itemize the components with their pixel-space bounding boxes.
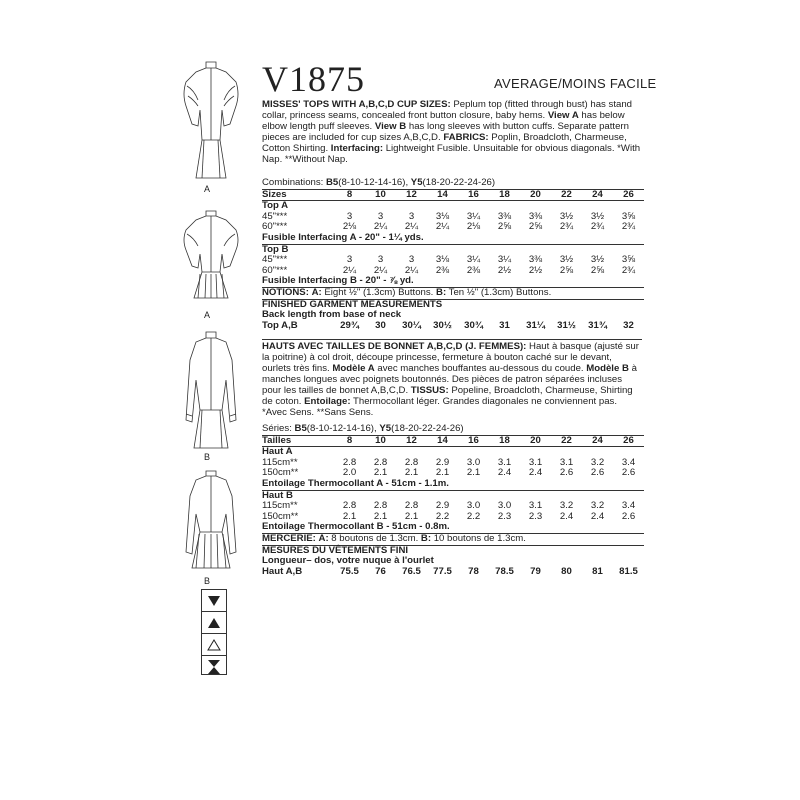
series-b5: B5 [294,423,307,434]
combination-b5-sizes: (8-10-12-14-16), [338,177,409,188]
metrage-cell: 2.8 [404,456,419,468]
hourglass-icon [202,656,226,677]
fabrics-label: FABRICS: [443,132,489,143]
view-b-front-drawing [182,330,240,450]
fabric-width-label: 115cm** [262,500,298,512]
yardage-cell: 3½ [590,210,605,222]
yardage-cell: 3⅛ [435,210,450,222]
measurement-cell: 81 [592,565,603,577]
size-header: 26 [623,434,634,446]
series-b5-sizes: (8-10-12-14-16), [306,423,377,434]
metrage-cell: 2.4 [559,510,574,522]
interfacing-text: Lightweight Fusible. Unsuitable for obvious diagonals. *With Nap. **Without Nap. [262,143,641,165]
size-header: 24 [592,434,603,446]
yardage-cell: 2¾ [621,221,636,233]
measurement-cell: 29¾ [340,319,359,331]
measurement-cell: 81.5 [619,565,638,577]
measurement-cell: 30 [375,319,386,331]
combination-y5-sizes: (18-20-22-24-26) [422,177,496,188]
size-header: 16 [468,188,479,200]
view-a-back-drawing [182,210,240,300]
metrage-cell: 2.6 [621,467,636,479]
size-header: 26 [623,188,634,200]
fabric-width-label: 150cm** [262,510,299,522]
fabric-width-label: 150cm** [262,467,299,479]
yardage-cell: 2¼ [342,264,357,276]
up-triangle-icon [202,612,226,634]
fabrics-text: Poplin, Broadcloth, Charmeuse, Cotton Shirting. [262,132,627,154]
series-y5: Y5 [379,423,392,434]
size-header: 14 [437,434,448,446]
size-header: 24 [592,188,603,200]
sizes-header-label: Sizes [262,188,287,200]
measurement-cell: 79 [530,565,541,577]
yardage-cell: 2⅝ [497,221,512,233]
notions-b-text: Ten ½" (1.3cm) Buttons. [446,286,552,298]
metrage-cell: 2.1 [435,467,450,479]
yardage-cell: 2¼ [373,264,388,276]
yardage-cell: 2⅝ [590,264,605,276]
entoilage-label: Entoilage: [304,396,351,407]
yardage-cell: 3⅝ [621,210,636,222]
metrage-cell: 3.1 [559,456,574,468]
model-a-label: Modèle A [332,363,375,374]
yardage-cell: 3¼ [466,210,481,222]
metrage-cell: 2.6 [590,467,605,479]
metrage-cell: 2.0 [342,467,357,479]
yardage-cell: 3 [346,254,353,266]
fabric-width-label: 45"*** [262,210,288,222]
description-fr [262,339,642,418]
metrage-cell: 3.0 [497,500,512,512]
metrage-cell: 2.3 [497,510,512,522]
measurement-cell: 76.5 [402,565,421,577]
down-triangle-icon [202,590,226,612]
table-row [262,458,644,469]
measurement-cell: 30¼ [402,319,421,331]
yardage-cell: 3 [346,210,353,222]
yardage-cell: 2¼ [404,221,419,233]
notions-label: NOTIONS: [262,286,309,298]
yardage-cell: 2⅝ [528,221,543,233]
entoilage-b: Entoilage Thermocollant B - 51cm - 0.8m. [262,521,450,533]
size-header: 22 [561,188,572,200]
yardage-cell: 3 [408,254,415,266]
metrage-cell: 3.1 [528,500,543,512]
measurement-cell: 31 [499,319,510,331]
description-text: has long sleeves with button cuffs. Separate pattern pieces are included for cup sizes A,B,C,D. [262,121,629,143]
mercerie-line [262,533,644,545]
fabric-width-label: 60"*** [262,221,288,233]
measurement-cell: 30½ [433,319,452,331]
measurement-cell: 80 [561,565,572,577]
view-b-label: View B [374,121,407,132]
size-header: 10 [375,434,386,446]
metrage-cell: 2.6 [559,467,574,479]
mercerie-b-text: 10 boutons de 1.3cm. [431,532,526,544]
mercerie-a-text: 8 boutons de 1.3cm. [328,532,421,544]
yardage-cell: 3 [377,210,384,222]
metrage-cell: 2.1 [404,467,419,479]
measurement-cell: 77.5 [433,565,452,577]
yardage-table-en [262,178,644,331]
size-header: 18 [499,434,510,446]
metrage-cell: 3.2 [590,456,605,468]
metrage-cell: 3.0 [466,500,481,512]
description-text: Haut à basque (ajusté sur la poitrine) à col droit, découpe princesse, fermeture à bouton caché sur le devant, ourlets très fins. [262,341,639,374]
yardage-cell: 3⅛ [435,254,450,266]
description-text: à manches longues avec poignets boutonnés. Des pièces de patron séparées incluses pour les tailles de bonnet A,B,C,D. [262,363,637,396]
yardage-cell: 2⅝ [559,264,574,276]
metrage-cell: 2.9 [435,456,450,468]
series-line [262,424,644,435]
description-text: Peplum top (fitted through bust) has stand collar, princess seams, concealed front button closure, baby hems. [262,99,632,121]
metrage-cell: 3.4 [621,500,636,512]
table-row [262,567,644,578]
yardage-cell: 3¼ [466,254,481,266]
measurement-cell: 32 [623,319,634,331]
yardage-cell: 2¾ [621,264,636,276]
finished-measurements-title: MESURES DU VÊTEMENTS FINI [262,545,644,557]
view-a-front-drawing [182,60,240,180]
entoilage-text: Thermocollant léger. Grandes diagonales ne conviennent pas. *Avec Sens. **Sans Sens. [262,396,618,418]
combinations-label: Combinations: [262,177,324,188]
sizes-header-label: Tailles [262,434,292,446]
notions-b-label: B: [436,286,447,298]
table-row [262,255,644,266]
table-row [262,212,644,223]
description-title: HAUTS AVEC TAILLES DE BONNET A,B,C,D (J. FEMMES): [262,341,527,352]
mercerie-a-label: A: [318,532,329,544]
metrage-cell: 2.1 [466,467,481,479]
view-b-back-drawing [182,470,240,570]
table-row [262,321,644,332]
metrage-cell: 3.1 [528,456,543,468]
measurement-cell: 78 [468,565,479,577]
metrage-cell: 2.3 [528,510,543,522]
yardage-cell: 2½ [497,264,512,276]
size-header: 20 [530,188,541,200]
yardage-cell: 3⅜ [528,210,543,222]
yardage-cell: 3⅝ [621,254,636,266]
size-header: 12 [406,188,417,200]
size-header: 8 [346,434,353,446]
yardage-cell: 2¾ [559,221,574,233]
yardage-cell: 2¼ [435,221,450,233]
yardage-cell: 3⅜ [528,254,543,266]
yardage-cell: 3 [377,254,384,266]
description-title: MISSES' TOPS WITH A,B,C,D CUP SIZES: [262,99,451,110]
yardage-cell: 2⅛ [466,221,481,233]
metrage-cell: 2.4 [528,467,543,479]
yardage-cell: 2½ [528,264,543,276]
fusible-interfacing-a: Fusible Interfacing A - 20" - 1¼ yds. [262,231,424,243]
tissus-text: Popeline, Broadcloth, Charmeuse, Shirting de coton. [262,385,633,407]
metrage-cell: 2.1 [404,510,419,522]
description-text: avec manches bouffantes au-dessous du coude. [374,363,587,374]
finished-row-label: Top A,B [262,319,298,331]
metrage-cell: 2.8 [342,456,357,468]
combinations-line [262,178,644,189]
yardage-cell: 3¼ [497,254,512,266]
difficulty-label: AVERAGE/MOINS FACILE [494,76,657,91]
combination-y5: Y5 [410,177,423,188]
combination-b5: B5 [326,177,339,188]
metrage-cell: 2.2 [435,510,450,522]
measurement-cell: 31¼ [526,319,545,331]
metrage-cell: 2.1 [342,510,357,522]
yardage-cell: 2⅛ [342,221,357,233]
figure-label: A [204,184,211,194]
fabric-width-label: 60"*** [262,264,288,276]
haut-a-label: Haut A [262,446,293,458]
yardage-cell: 2¾ [590,221,605,233]
nap-legend [201,589,227,675]
finished-measurements-subtitle: Longueur– dos, votre nuque à l'ourlet [262,555,434,567]
series-y5-sizes: (18-20-22-24-26) [391,423,464,434]
measurement-cell: 31½ [557,319,576,331]
finished-measurements-title: FINISHED GARMENT MEASUREMENTS [262,299,644,311]
size-header: 14 [437,188,448,200]
fabric-width-label: 115cm** [262,456,298,468]
mercerie-b-label: B: [420,532,432,544]
metrage-cell: 3.2 [559,500,574,512]
metrage-cell: 2.6 [621,510,636,522]
figure-label: A [204,310,211,320]
metrage-cell: 2.9 [435,500,450,512]
metrage-cell: 2.8 [342,500,357,512]
measurement-cell: 31¾ [588,319,607,331]
size-header: 16 [468,434,479,446]
notions-a-text: Eight ½" (1.3cm) Buttons. [321,286,437,298]
yardage-cell: 2⅜ [435,264,450,276]
model-b-label: Modèle B [586,363,629,374]
series-label: Séries: [262,423,292,434]
measurement-cell: 76 [375,565,386,577]
metrage-cell: 2.8 [373,456,388,468]
top-a-label: Top A [262,200,289,212]
size-header: 10 [375,188,386,200]
haut-b-label: Haut B [262,490,644,502]
yardage-cell: 3½ [559,210,574,222]
metrage-cell: 2.8 [373,500,388,512]
metrage-cell: 2.4 [497,467,512,479]
metrage-cell: 2.1 [373,510,388,522]
metrage-cell: 2.4 [590,510,605,522]
figure-label: B [204,576,211,586]
yardage-cell: 3½ [559,254,574,266]
pattern-number: V1875 [262,59,365,99]
sizes-header-row [262,435,644,448]
entoilage-a: Entoilage Thermocollant A - 51cm - 1.1m. [262,477,449,489]
metrage-cell: 2.2 [466,510,481,522]
yardage-cell: 2¼ [404,264,419,276]
fusible-interfacing-b: Fusible Interfacing B - 20" - ⅞ yd. [262,275,414,287]
metrage-cell: 3.4 [621,456,636,468]
size-header: 8 [346,188,353,200]
measurement-cell: 78.5 [495,565,514,577]
figure-label: B [204,452,211,462]
tissus-label: TISSUS: [410,385,449,396]
metrage-cell: 2.8 [404,500,419,512]
size-header: 20 [530,434,541,446]
mercerie-label: MERCERIE: [262,532,316,544]
interfacing-label: Interfacing: [330,143,384,154]
yardage-table-fr [262,424,644,577]
measurement-cell: 75.5 [340,565,359,577]
yardage-cell: 2⅜ [466,264,481,276]
sizes-header-row [262,189,644,202]
table-row [262,501,644,512]
size-header: 18 [499,188,510,200]
finished-measurements-subtitle: Back length from base of neck [262,309,402,321]
fabric-width-label: 45"*** [262,254,288,266]
metrage-cell: 3.0 [466,456,481,468]
metrage-cell: 3.1 [497,456,512,468]
description-text: has below elbow length puff sleeves. [262,110,625,132]
yardage-cell: 2¼ [373,221,388,233]
notions-a-label: A: [311,286,322,298]
description-en [262,99,642,165]
size-header: 12 [406,434,417,446]
yardage-cell: 3⅜ [497,210,512,222]
finished-row-label: Haut A,B [262,565,303,577]
up-triangle-icon [202,634,226,656]
yardage-cell: 3 [408,210,415,222]
view-a-label: View A [547,110,579,121]
metrage-cell: 2.1 [373,467,388,479]
size-header: 22 [561,434,572,446]
top-b-label: Top B [262,244,644,256]
yardage-cell: 3½ [590,254,605,266]
metrage-cell: 3.2 [590,500,605,512]
notions-line [262,287,644,299]
measurement-cell: 30¾ [464,319,483,331]
